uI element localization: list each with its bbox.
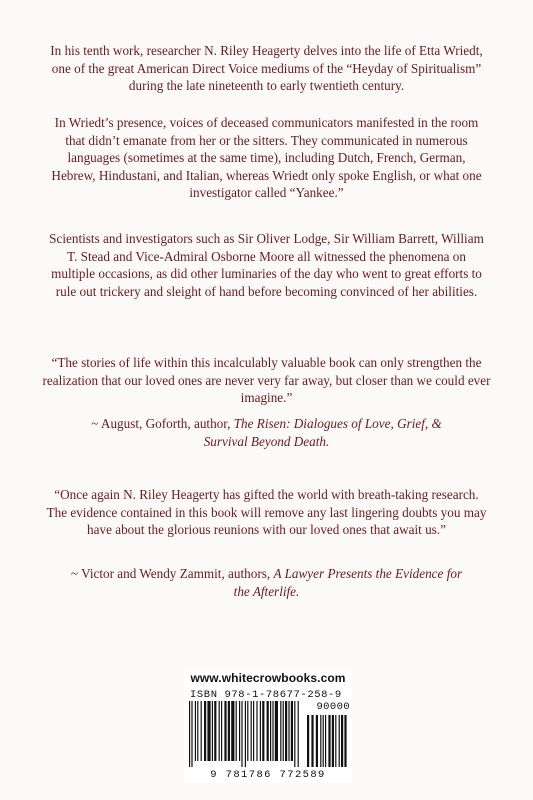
barcode-bar xyxy=(285,701,287,761)
barcode-bar xyxy=(191,701,192,767)
barcode-bar xyxy=(291,701,293,761)
endorsement-quote-2: “Once again N. Riley Heagerty has gifted the world with breath-taking research. The evidence contained in this book will remove any last lingering doubts you may have about the glorious reunions with our loved ones that await us.” xyxy=(46,487,487,538)
barcode-bar xyxy=(239,701,240,761)
blurb-paragraph-2: In Wriedt’s presence, voices of deceased communicators manifested in the room that didn’t emanate from her or the sitters. They communicated in numerous languages (sometimes at the same time), including Dutch, French, German, Hebrew, Hindustani, and Italian, whereas Wriedt only spoke English, or what one investigator called “Yankee.” xyxy=(51,115,482,201)
barcode-bar xyxy=(256,701,257,761)
barcode-bar xyxy=(270,701,271,761)
blurb-paragraph-1: In his tenth work, researcher N. Riley Heagerty delves into the life of Etta Wriedt, one of the great American Direct Voice mediums of the “Heyday of Spiritualism” during the late nineteenth to early twentieth century. xyxy=(50,43,483,94)
barcode-bar xyxy=(267,701,269,761)
barcode-bar xyxy=(224,701,226,761)
barcode-bar xyxy=(280,701,281,761)
barcode-bar xyxy=(247,701,248,761)
barcode-bar xyxy=(204,701,206,761)
attribution-author-1: ~ August, Goforth, author, xyxy=(91,416,234,431)
barcode-bar xyxy=(298,701,299,767)
barcode-area xyxy=(184,671,352,783)
barcode-addon-bar xyxy=(325,715,326,767)
barcode-addon-bar xyxy=(311,715,313,767)
barcode-bar xyxy=(195,701,196,761)
barcode-bar xyxy=(294,701,295,767)
barcode-addon-bar xyxy=(332,715,334,767)
barcode-bar xyxy=(241,701,242,767)
barcode-addon-bar xyxy=(344,715,346,767)
barcode-addon-bar xyxy=(320,715,321,767)
barcode-bar xyxy=(253,701,254,761)
barcode-bar xyxy=(201,701,202,761)
barcode-addon-bar xyxy=(328,715,330,767)
endorsement-attribution-1 xyxy=(70,415,463,450)
barcode-addon-bar xyxy=(323,715,324,767)
barcode-addon-bar xyxy=(335,715,336,767)
attribution-book-title-2: A Lawyer Presents the Evidence for the Afterlife. xyxy=(233,566,463,599)
publisher-url: www.whitecrowbooks.com xyxy=(190,671,346,685)
barcode-bar xyxy=(262,701,264,761)
barcode-addon-bar xyxy=(339,715,340,767)
barcode-bar xyxy=(288,701,289,761)
barcode-bar xyxy=(275,701,278,761)
barcode-digits: 9 781786 772589 xyxy=(210,769,326,781)
isbn-label: ISBN 978-1-78677-258-9 xyxy=(190,689,342,701)
barcode-bar xyxy=(245,701,246,767)
barcode-bar xyxy=(197,701,198,761)
barcode-bar xyxy=(207,701,210,761)
barcode-bar xyxy=(283,701,284,761)
barcode-bar xyxy=(236,701,237,761)
barcode-addon-bar xyxy=(307,715,309,767)
barcode-addon-bar xyxy=(316,715,318,767)
barcode-bar xyxy=(251,701,252,761)
barcode-addon-bar xyxy=(341,715,343,767)
blurb-paragraph-3: Scientists and investigators such as Sir Oliver Lodge, Sir William Barrett, William T. Stead and Vice-Admiral Osborne Moore all witnessed the phenomena on multiple occasions, as did other luminaries of the day who went to great efforts to rule out trickery and sleight of hand before becoming convinced of her abilities. xyxy=(49,231,484,299)
endorsement-attribution-2 xyxy=(70,565,463,600)
price-code: 90000 xyxy=(316,701,350,713)
barcode-bar xyxy=(189,701,190,767)
barcode-bar xyxy=(219,701,220,761)
barcode-bar xyxy=(231,701,234,761)
barcode-bar xyxy=(214,701,216,761)
barcode-bar xyxy=(260,701,261,761)
endorsement-quote-1: “The stories of life within this incalculably valuable book can only strengthen the realization that our loved ones are never very far away, but closer than we could ever imagine.” xyxy=(42,355,491,406)
barcode-bars xyxy=(187,701,349,769)
barcode-bar xyxy=(221,701,222,761)
barcode-bar xyxy=(228,701,230,761)
attribution-author-2: ~ Victor and Wendy Zammit, authors, xyxy=(70,566,274,581)
barcode-bar xyxy=(212,701,213,761)
attribution-book-title-1: The Risen: Dialogues of Love, Grief, & Survival Beyond Death. xyxy=(203,416,442,449)
barcode-bar xyxy=(272,701,273,761)
